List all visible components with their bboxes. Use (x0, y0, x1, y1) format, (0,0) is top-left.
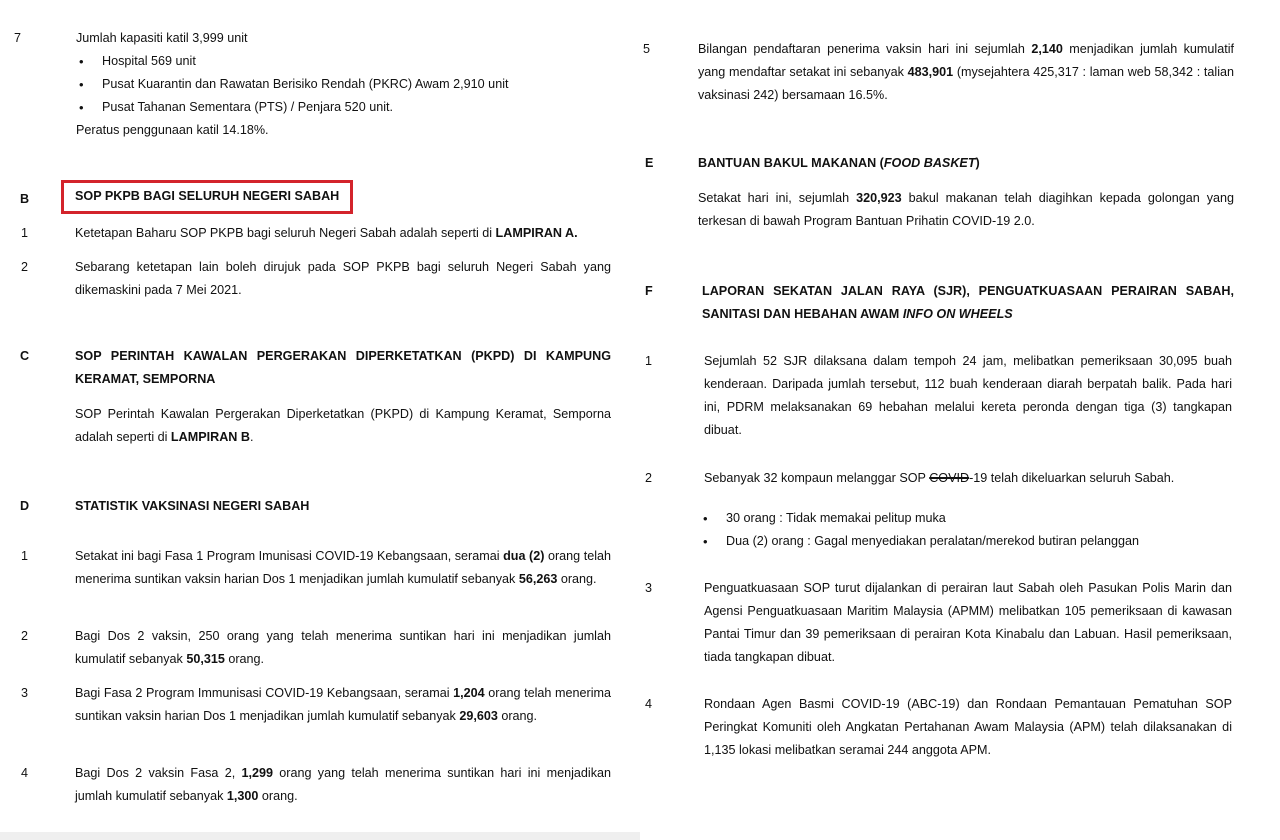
paragraph-text: orang. (258, 789, 298, 803)
bed-capacity-block (76, 27, 616, 142)
list-item: • Dua (2) orang : Gagal menyediakan peralatan/merekod butiran pelanggan (700, 530, 1232, 553)
section-d-item-3 (75, 682, 611, 728)
title-text: ) (975, 156, 980, 170)
item-number: 3 (21, 686, 29, 700)
item-number: 1 (645, 354, 653, 368)
item-number: 2 (645, 471, 653, 485)
section-letter-f: F (645, 284, 653, 298)
bold-value: 1,299 (241, 766, 274, 780)
item-number: 3 (645, 581, 653, 595)
annex-reference: LAMPIRAN A. (495, 226, 578, 240)
bed-usage-percentage: Peratus penggunaan katil 14.18%. (76, 123, 269, 137)
section-b-item-2: Sebarang ketetapan lain boleh dirujuk pada SOP PKPB bagi seluruh Negeri Sabah yang dikemaskini pada 7 Mei 2021. (75, 260, 611, 297)
section-d-title: STATISTIK VAKSINASI NEGERI SABAH (75, 499, 310, 513)
section-b-title: SOP PKPB BAGI SELURUH NEGERI SABAH (61, 180, 353, 214)
paragraph-text: orang. (497, 709, 538, 723)
bold-value: dua (2) (503, 549, 545, 563)
bold-value: 56,263 (518, 572, 558, 586)
section-c-body (75, 403, 611, 449)
paragraph-text: -19 telah dikeluarkan seluruh Sabah. (969, 471, 1175, 485)
title-italic: INFO ON WHEELS (902, 307, 1013, 321)
paragraph-text: SOP Perintah Kawalan Pergerakan Diperketatkan (PKPD) di Kampung Keramat, Semporna adalah seperti di (75, 407, 611, 444)
paragraph-text: orang. (557, 572, 597, 586)
bed-capacity-line: Jumlah kapasiti katil 3,999 unit (76, 31, 248, 45)
section-f-item-4: Rondaan Agen Basmi COVID-19 (ABC-19) dan Rondaan Pemantauan Pematuhan SOP Peringkat Komuniti oleh Angkatan Pertahanan Awam Malaysia (APM) telah dilaksanakan di 1,135 lokasi melibatkan seramai 244 anggota APM. (704, 697, 1232, 757)
item-number: 2 (21, 629, 29, 643)
bold-value: 320,923 (856, 191, 902, 205)
bold-value: 29,603 (459, 709, 498, 723)
item-number: 4 (645, 697, 653, 711)
paragraph-text: orang telah menerima suntikan vaksin harian Dos 1 menjadikan jumlah kumulatif sebanyak (75, 549, 611, 586)
bold-value: 1,300 (226, 789, 259, 803)
section-d-item-2 (75, 625, 611, 671)
section-e-body (698, 187, 1234, 233)
paragraph-end: . (249, 430, 254, 444)
list-item: • Pusat Kuarantin dan Rawatan Berisiko Rendah (PKRC) Awam 2,910 unit (76, 73, 616, 96)
section-c-title: SOP PERINTAH KAWALAN PERGERAKAN DIPERKETATKAN (PKPD) DI KAMPUNG KERAMAT, SEMPORNA (75, 349, 611, 386)
section-f-item-1: Sejumlah 52 SJR dilaksana dalam tempoh 24 jam, melibatkan pemeriksaan 30,095 buah kenderaan. Daripada jumlah tersebut, 112 buah kenderaan diarah berpatah balik. Pada hari ini, PDRM melaksanakan 69 hebahan melalui kereta peronda dengan tiga (3) tangkapan dibuat. (704, 354, 1232, 437)
section-f-title (702, 280, 1234, 326)
compound-list (700, 507, 1232, 553)
paragraph-text: orang. (224, 652, 265, 666)
annex-reference: LAMPIRAN B (170, 430, 250, 444)
item-number: 1 (21, 226, 29, 240)
paragraph-text: Sebanyak 32 kompaun melanggar SOP (704, 471, 930, 485)
struck-text: COVID (929, 471, 970, 485)
item-number: 4 (21, 766, 29, 780)
paragraph-text: Setakat hari ini, sejumlah (698, 191, 857, 205)
bold-value: 483,901 (907, 65, 954, 79)
section-d-item-4 (75, 762, 611, 808)
section-f-item-3: Penguatkuasaan SOP turut dijalankan di perairan laut Sabah oleh Pasukan Polis Marin dan Agensi Penguatkuasaan Maritim Malaysia (APMM) melibatkan 105 pemeriksaan di kawasan Pantai Timur dan 39 pemeriksaan di perairan Kota Kinabalu dan Labuan. Hasil pemeriksaan, tiada tangkapan dibuat. (704, 581, 1232, 664)
paragraph-text: menjadikan jumlah kumulatif yang mendaftar setakat ini sebanyak (698, 42, 1234, 79)
list-item: • 30 orang : Tidak memakai pelitup muka (700, 507, 1232, 530)
section-b-item-1 (75, 222, 611, 245)
paragraph-text: Setakat ini bagi Fasa 1 Program Imunisasi COVID-19 Kebangsaan, seramai (75, 549, 504, 563)
page-edge-shadow (0, 832, 640, 840)
section-letter-c: C (20, 349, 30, 363)
paragraph-text: Bagi Fasa 2 Program Immunisasi COVID-19 Kebangsaan, seramai (75, 686, 454, 700)
bold-value: 1,204 (453, 686, 485, 700)
title-text: BANTUAN BAKUL MAKANAN ( (698, 156, 884, 170)
paragraph-text: (mysejahtera 425,317 : laman web 58,342 : talian vaksinasi 242) bersamaan 16.5%. (698, 65, 1234, 102)
bold-value: 2,140 (1031, 42, 1063, 56)
vaccine-registration-item (698, 38, 1234, 107)
section-letter-d: D (20, 499, 30, 513)
paragraph-text: orang telah menerima suntikan vaksin harian Dos 1 menjadikan jumlah kumulatif sebanyak (75, 686, 612, 723)
list-item: • Hospital 569 unit (76, 50, 616, 73)
bed-capacity-list (76, 50, 616, 119)
paragraph-text: Bagi Dos 2 vaksin Fasa 2, (75, 766, 242, 780)
section-f-item-2-list (700, 507, 1232, 553)
section-letter-b: B (20, 192, 30, 206)
title-text: LAPORAN SEKATAN JALAN RAYA (SJR), PENGUATKUASAAN PERAIRAN SABAH, SANITASI DAN HEBAHAN AWAM (702, 284, 1234, 321)
paragraph-text: Ketetapan Baharu SOP PKPB bagi seluruh Negeri Sabah adalah seperti di (75, 226, 496, 240)
list-item: • Pusat Tahanan Sementara (PTS) / Penjara 520 unit. (76, 96, 616, 119)
item-number: 2 (21, 260, 29, 274)
paragraph-text: Bagi Dos 2 vaksin, 250 orang yang telah menerima suntikan hari ini menjadikan jumlah kumulatif sebanyak (75, 629, 611, 666)
paragraph-text: Bilangan pendaftaran penerima vaksin hari ini sejumlah (698, 42, 1032, 56)
section-f-item-2 (704, 467, 1232, 490)
bold-value: 50,315 (186, 652, 225, 666)
right-page (640, 0, 1280, 840)
paragraph-text: orang yang telah menerima suntikan hari ini menjadikan jumlah kumulatif sebanyak (75, 766, 611, 803)
item-number: 7 (14, 31, 22, 45)
item-number: 1 (21, 549, 29, 563)
item-number: 5 (643, 42, 651, 56)
title-italic: FOOD BASKET (883, 156, 976, 170)
section-d-item-1 (75, 545, 611, 591)
section-e-title (698, 152, 1234, 175)
section-b-title-box (61, 180, 353, 214)
paragraph-text: bakul makanan telah diagihkan kepada golongan yang terkesan di bawah Program Bantuan Prihatin COVID-19 2.0. (698, 191, 1235, 228)
section-letter-e: E (645, 156, 654, 170)
